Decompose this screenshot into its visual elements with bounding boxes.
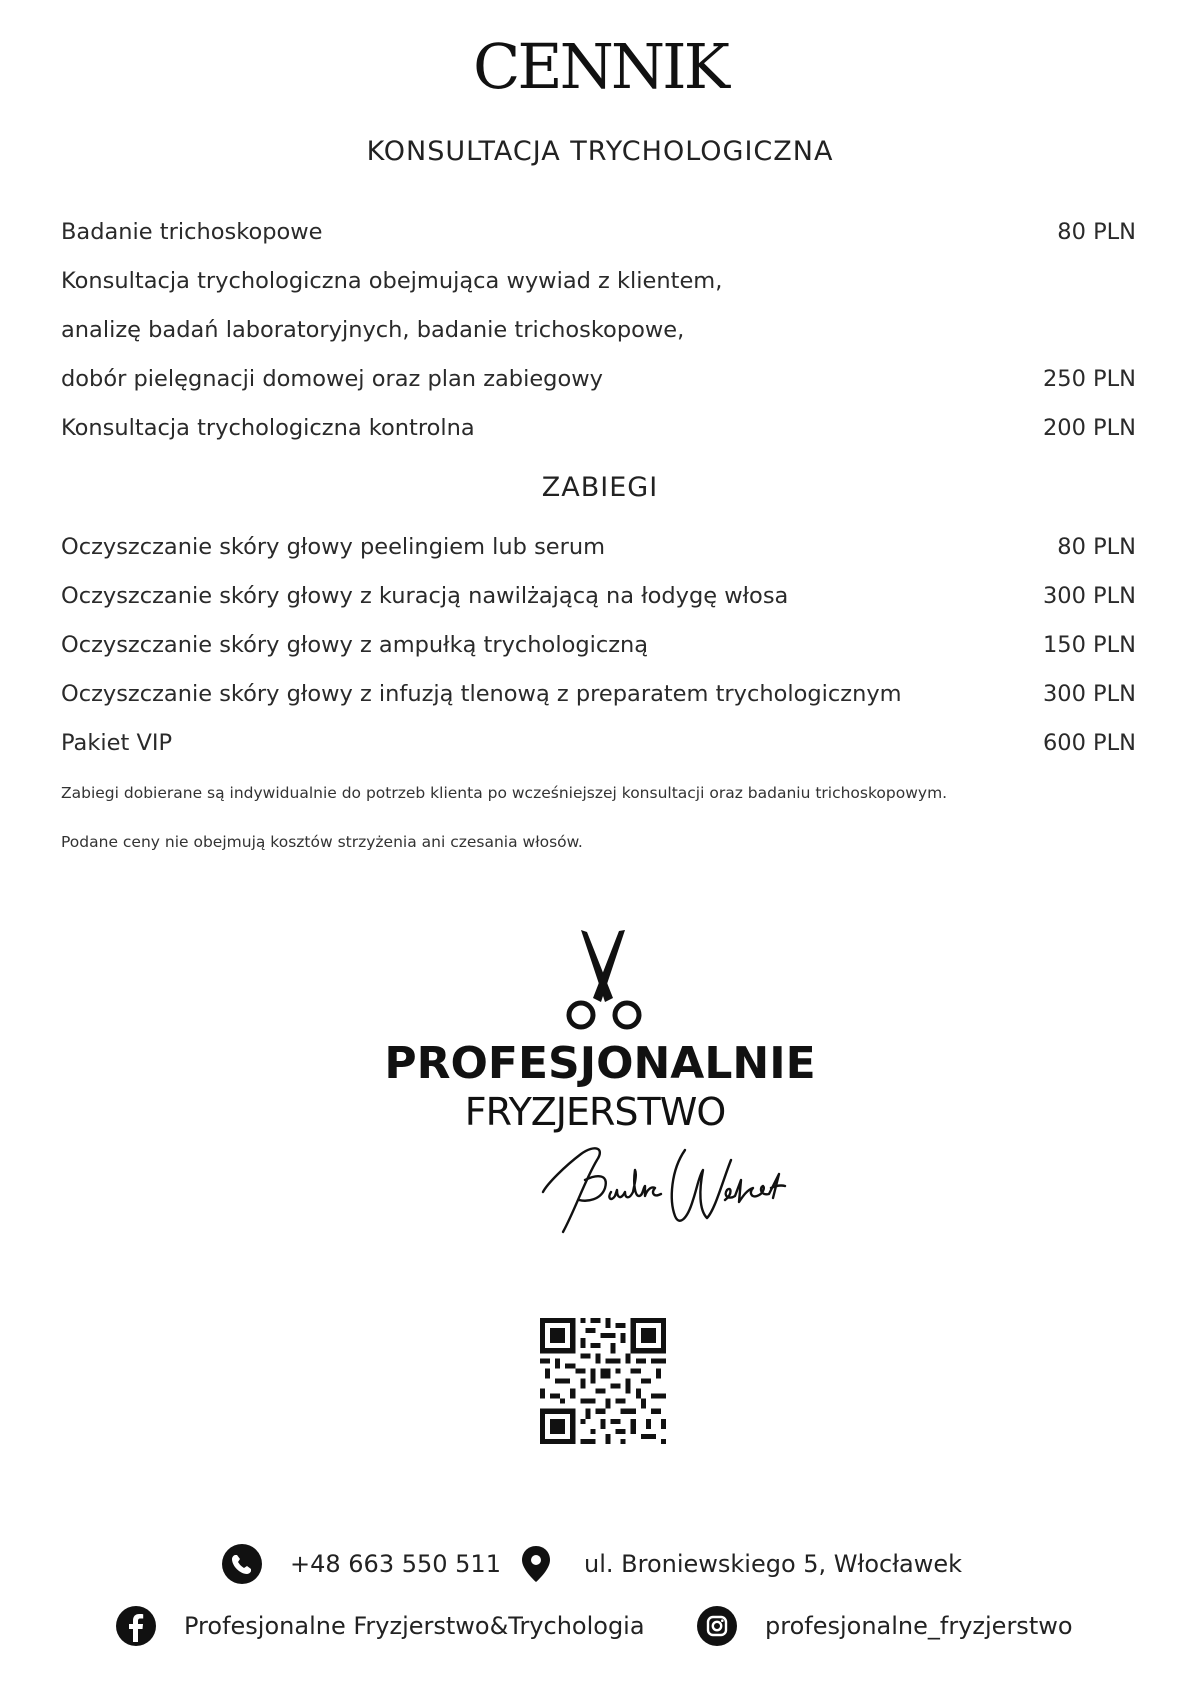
location-pin-icon <box>516 1544 556 1584</box>
address-text: ul. Broniewskiego 5, Włocławek <box>584 1550 963 1578</box>
list-item <box>61 413 1136 443</box>
list-item <box>61 364 1136 394</box>
item-price: 600 PLN <box>1042 730 1136 756</box>
contact-address[interactable] <box>516 1544 962 1584</box>
item-name: Badanie trichoskopowe <box>61 219 323 245</box>
qr-code-icon[interactable] <box>540 1318 666 1444</box>
list-item <box>61 728 1136 758</box>
item-name: Oczyszczanie skóry głowy peelingiem lub serum <box>61 534 606 560</box>
note-prices: Podane ceny nie obejmują kosztów strzyżenia ani czesania włosów. <box>61 833 583 851</box>
item-price: 250 PLN <box>1042 366 1136 392</box>
brand-line1: PROFESJONALNIE <box>384 1038 816 1089</box>
item-name: Konsultacja trychologiczna obejmująca wywiad z klientem, <box>61 268 723 294</box>
section-title-treatments: ZABIEGI <box>541 472 659 503</box>
phone-number: +48 663 550 511 <box>290 1550 501 1578</box>
list-item <box>61 679 1136 709</box>
item-price: 300 PLN <box>1042 583 1136 609</box>
item-name: Oczyszczanie skóry głowy z kuracją nawilżającą na łodygę włosa <box>61 583 789 609</box>
item-name: Oczyszczanie skóry głowy z infuzją tlenową z preparatem trychologicznym <box>61 681 902 707</box>
list-item <box>61 217 1136 247</box>
item-price: 200 PLN <box>1042 415 1136 441</box>
contact-phone[interactable] <box>222 1544 501 1584</box>
list-item <box>61 315 1136 345</box>
contact-facebook[interactable] <box>116 1606 645 1646</box>
list-item <box>61 266 1136 296</box>
item-name: Oczyszczanie skóry głowy z ampułką trychologiczną <box>61 632 649 658</box>
item-price: 80 PLN <box>1057 534 1136 560</box>
list-item <box>61 532 1136 562</box>
facebook-name: Profesjonalne Fryzjerstwo&Trychologia <box>184 1612 645 1640</box>
note-individual: Zabiegi dobierane są indywidualnie do potrzeb klienta po wcześniejszej konsultacji oraz badaniu trichoskopowym. <box>61 784 948 802</box>
phone-icon <box>222 1544 262 1584</box>
item-price: 150 PLN <box>1042 632 1136 658</box>
section-title-consultation: KONSULTACJA TRYCHOLOGICZNA <box>366 136 834 167</box>
item-name: dobór pielęgnacji domowej oraz plan zabiegowy <box>61 366 603 392</box>
list-item <box>61 630 1136 660</box>
item-price: 80 PLN <box>1057 219 1136 245</box>
page-title: CENNIK <box>472 30 727 103</box>
item-name: Pakiet VIP <box>61 730 173 756</box>
signature <box>535 1140 805 1236</box>
item-name: analizę badań laboratoryjnych, badanie trichoskopowe, <box>61 317 685 343</box>
contact-instagram[interactable] <box>697 1606 1073 1646</box>
instagram-handle: profesjonalne_fryzjerstwo <box>765 1612 1073 1640</box>
facebook-icon <box>116 1606 156 1646</box>
brand-line2: FRYZJERSTWO <box>464 1090 726 1134</box>
item-price: 300 PLN <box>1042 681 1136 707</box>
scissors-icon <box>555 928 655 1032</box>
instagram-icon <box>697 1606 737 1646</box>
list-item <box>61 581 1136 611</box>
item-name: Konsultacja trychologiczna kontrolna <box>61 415 475 441</box>
